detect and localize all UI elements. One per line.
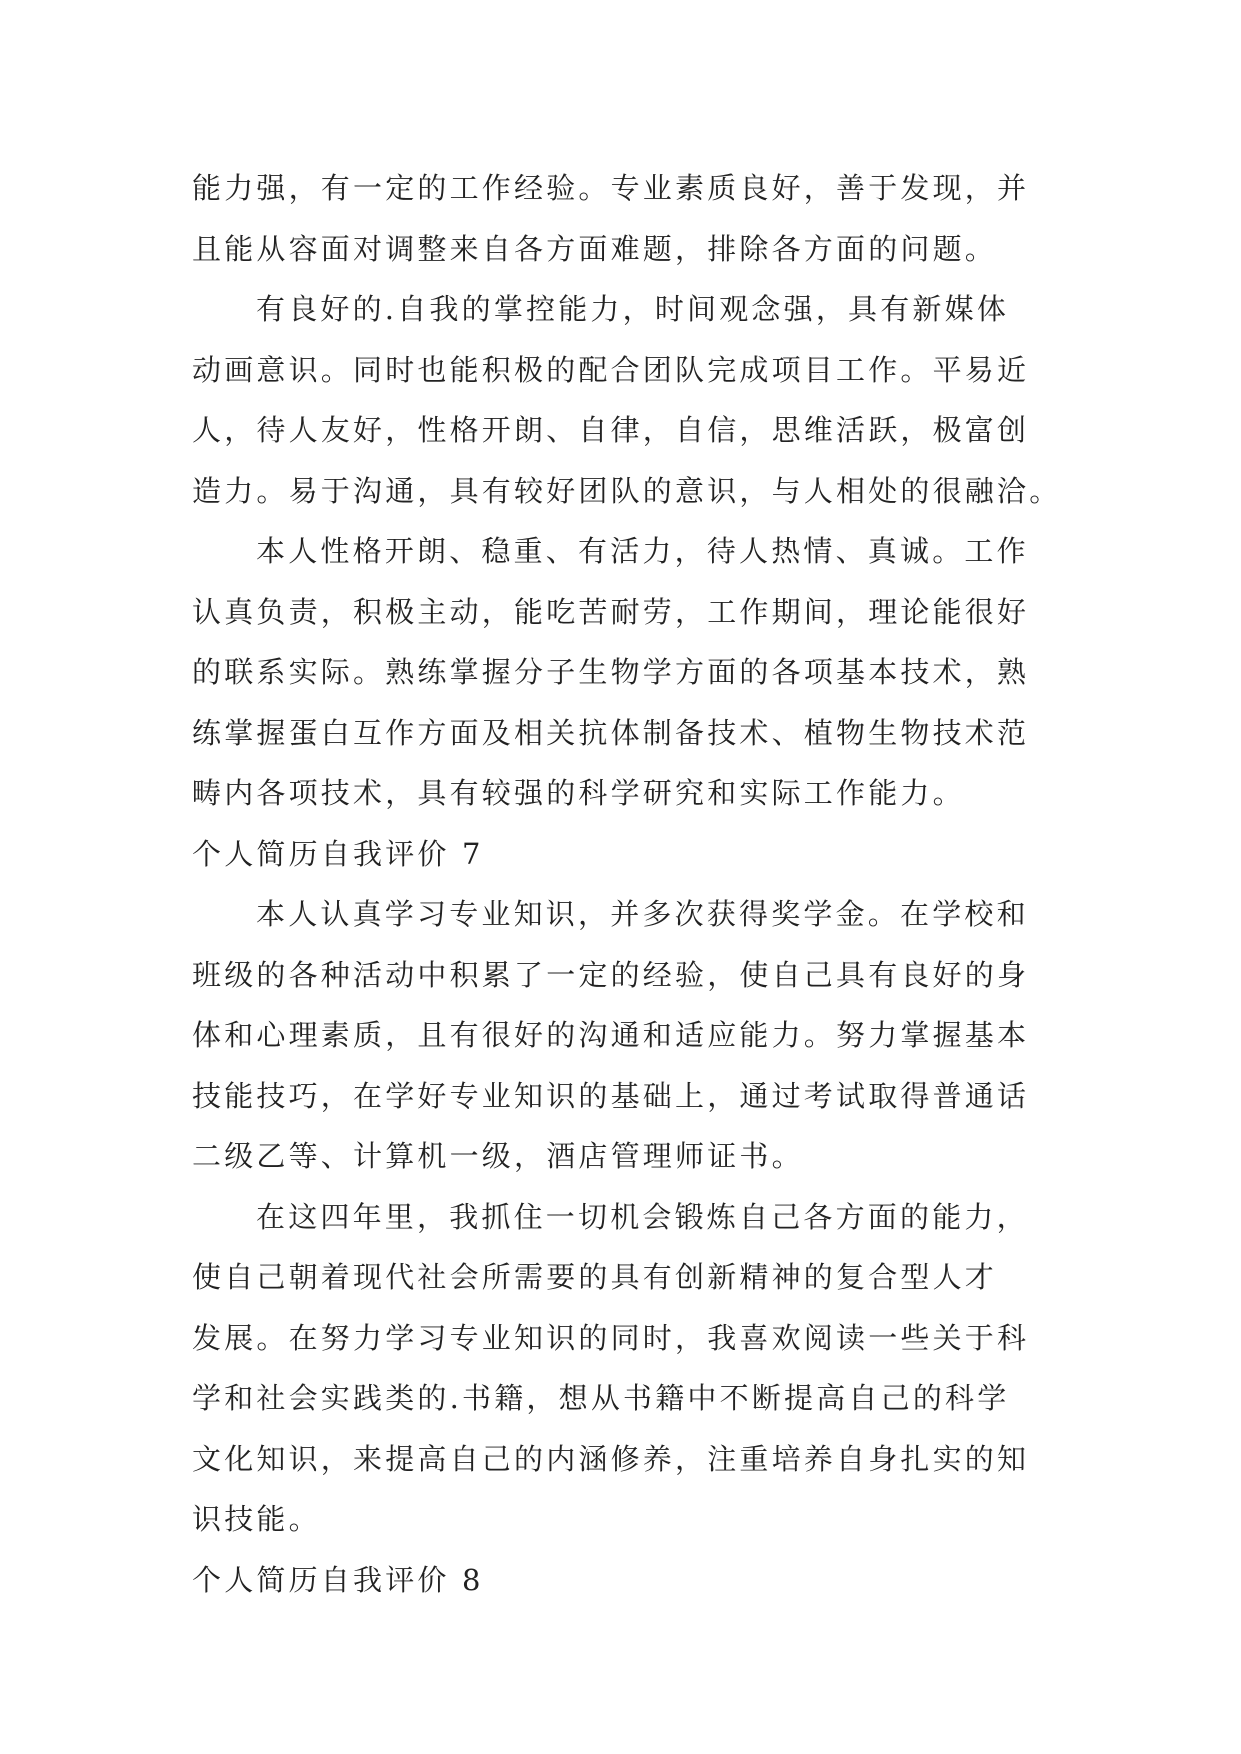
paragraph-line: 认真负责，积极主动，能吃苦耐劳，工作期间，理论能很好 <box>192 594 1030 629</box>
paragraph-line: 畴内各项技术，具有较强的科学研究和实际工作能力。 <box>192 776 965 810</box>
paragraph-line: 发展。在努力学习专业知识的同时，我喜欢阅读一些关于科 <box>192 1320 1030 1355</box>
paragraph-line: 能力强，有一定的工作经验。专业素质良好，善于发现，并 <box>192 171 1030 205</box>
paragraph-line: 体和心理素质，且有很好的沟通和适应能力。努力掌握基本 <box>192 1018 1030 1052</box>
paragraph-line: 有良好的.自我的掌控能力，时间观念强，具有新媒体 <box>256 292 1010 326</box>
paragraph-line: 识技能。 <box>192 1502 321 1536</box>
paragraph-line: 在这四年里，我抓住一切机会锻炼自己各方面的能力， <box>256 1199 1029 1234</box>
paragraph-line: 技能技巧，在学好专业知识的基础上，通过考试取得普通话 <box>192 1078 1030 1113</box>
paragraph-line: 动画意识。同时也能积极的配合团队完成项目工作。平易近 <box>192 352 1030 387</box>
paragraph-line: 练掌握蛋白互作方面及相关抗体制备技术、植物生物技术范 <box>192 715 1030 750</box>
paragraph-line: 本人认真学习专业知识，并多次获得奖学金。在学校和 <box>256 897 1029 931</box>
section-heading: 个人简历自我评价 8 <box>192 1562 484 1597</box>
paragraph-line: 班级的各种活动中积累了一定的经验，使自己具有良好的身 <box>192 957 1030 992</box>
paragraph-line: 学和社会实践类的.书籍，想从书籍中不断提高自己的科学 <box>192 1381 1010 1415</box>
document-body <box>192 158 1062 1610</box>
paragraph-line: 使自己朝着现代社会所需要的具有创新精神的复合型人才 <box>192 1260 998 1294</box>
paragraph-line: 人，待人友好，性格开朗、自律，自信，思维活跃，极富创 <box>192 413 1030 447</box>
section-heading: 个人简历自我评价 7 <box>192 836 484 871</box>
paragraph-line: 且能从容面对调整来自各方面难题，排除各方面的问题。 <box>192 231 998 266</box>
paragraph-line: 造力。易于沟通，具有较好团队的意识，与人相处的很融洽。 <box>192 473 1062 508</box>
paragraph-line: 二级乙等、计算机一级，酒店管理师证书。 <box>192 1139 804 1173</box>
paragraph-line: 的联系实际。熟练掌握分子生物学方面的各项基本技术，熟 <box>192 655 1030 689</box>
paragraph-line: 文化知识，来提高自己的内涵修养，注重培养自身扎实的知 <box>192 1441 1030 1476</box>
paragraph-line: 本人性格开朗、稳重、有活力，待人热情、真诚。工作 <box>256 534 1029 568</box>
